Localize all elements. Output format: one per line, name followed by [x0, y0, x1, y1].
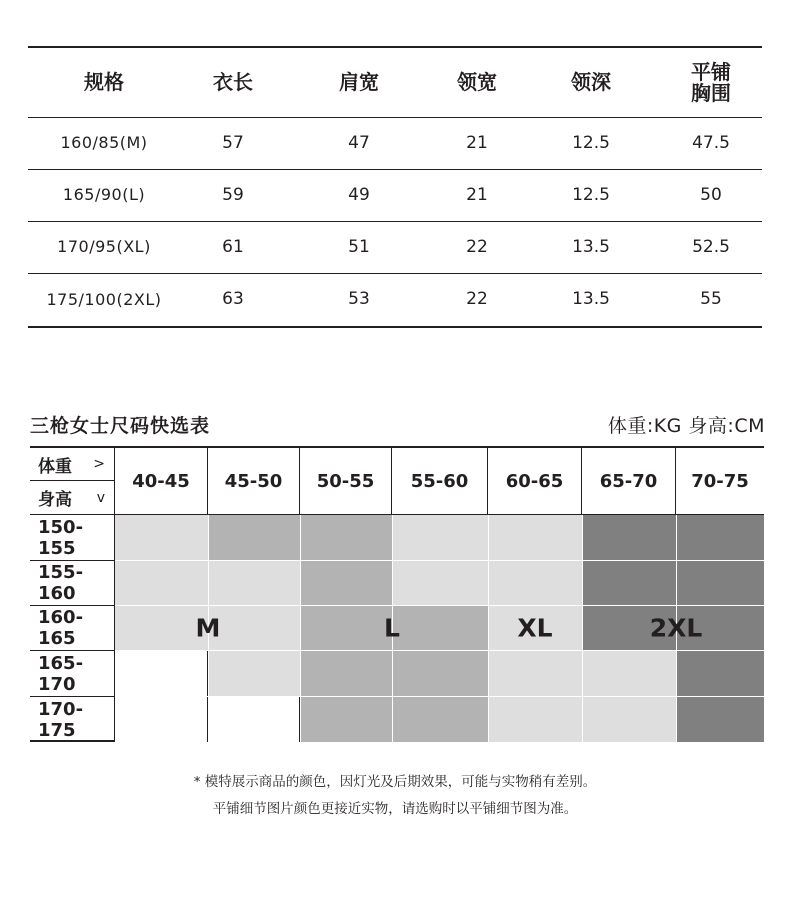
grid-cell [300, 696, 392, 742]
header-chest-line2: 胸围 [691, 80, 731, 105]
grid-cell [582, 514, 676, 560]
header-length: 衣长 [213, 70, 253, 94]
header-collar-depth: 领深 [571, 70, 611, 94]
length-cell: 59 [222, 184, 244, 205]
collar-depth-cell: 13.5 [572, 236, 610, 257]
collar-width-cell: 22 [466, 236, 488, 257]
grid-cell [582, 560, 676, 605]
length-cell: 63 [222, 289, 244, 310]
grid-cell [582, 696, 676, 742]
height-label: 身高 [38, 490, 72, 510]
disclaimer-line-1: * 模特展示商品的颜色，因灯光及后期效果，可能与实物稍有差别。 [193, 774, 597, 790]
grid-cell [115, 605, 208, 650]
shoulder-cell: 47 [348, 132, 370, 153]
table-row [28, 170, 762, 222]
unit-note: 体重:KG 身高:CM [607, 415, 765, 437]
weight-header: 65-70 [582, 448, 676, 514]
height-row-label: 150-155 [30, 514, 115, 560]
grid-separator [582, 514, 583, 742]
shoulder-cell: 53 [348, 289, 370, 310]
length-cell: 57 [222, 132, 244, 153]
arrow-right-icon: > [93, 456, 105, 472]
weight-header: 40-45 [115, 448, 208, 514]
weight-header: 50-55 [300, 448, 392, 514]
shoulder-cell: 49 [348, 184, 370, 205]
collar-depth-cell: 12.5 [572, 132, 610, 153]
grid-cell [488, 696, 582, 742]
table-row [28, 118, 762, 170]
size-table-header [28, 48, 762, 118]
collar-depth-cell: 13.5 [572, 289, 610, 310]
grid-cell [115, 560, 208, 605]
length-cell: 61 [222, 236, 244, 257]
header-divider [115, 514, 764, 515]
grid-cell [488, 560, 582, 605]
chest-cell: 47.5 [692, 132, 730, 153]
disclaimer-line-2: 平铺细节图片颜色更接近实物，请选购时以平铺细节图为准。 [212, 801, 578, 817]
grid-row-line [115, 650, 764, 651]
grid-cell [208, 560, 300, 605]
grid-cell [300, 650, 392, 696]
axis-corner [30, 448, 115, 514]
grid-separator [488, 514, 489, 742]
grid-cell [392, 605, 488, 650]
header-size: 规格 [84, 70, 124, 94]
collar-width-cell: 21 [466, 132, 488, 153]
weight-header: 45-50 [208, 448, 300, 514]
grid-cell [676, 696, 764, 742]
height-axis-label [30, 481, 115, 514]
weight-axis-label [30, 448, 115, 481]
grid-cell [115, 696, 208, 742]
table-row [28, 274, 762, 326]
weight-header: 70-75 [691, 470, 749, 492]
collar-width-cell: 22 [466, 289, 488, 310]
grid-cell [676, 650, 764, 696]
grid-cell [392, 560, 488, 605]
grid-cell [208, 605, 300, 650]
collar-depth-cell: 12.5 [572, 184, 610, 205]
size-zone-label: 2XL [649, 613, 703, 642]
size-cell: 165/90(L) [62, 185, 146, 205]
height-row-label: 160-165 [30, 605, 115, 650]
chest-cell: 55 [700, 289, 722, 310]
grid-cell [300, 560, 392, 605]
size-zone-label: L [384, 613, 400, 642]
grid-cell [392, 514, 488, 560]
weight-header: 55-60 [392, 448, 488, 514]
quick-chart-title: 三枪女士尺码快选表 [30, 415, 211, 437]
grid-cell [488, 514, 582, 560]
grid-cell [582, 650, 676, 696]
weight-header: 60-65 [488, 448, 582, 514]
weight-label: 体重 [38, 456, 72, 477]
size-zone-label: XL [517, 613, 553, 642]
collar-width-cell: 21 [466, 184, 488, 205]
grid-cell [392, 696, 488, 742]
grid-separator [300, 514, 301, 742]
chest-cell: 50 [700, 184, 722, 205]
grid-cell [392, 650, 488, 696]
header-shoulder: 肩宽 [339, 70, 379, 94]
size-zone-label: M [195, 613, 221, 642]
quick-size-chart [30, 446, 764, 742]
height-row-label: 165-170 [30, 650, 115, 696]
grid-cell [676, 514, 764, 560]
header-chest [660, 59, 762, 105]
header-chest-line1: 平铺 [691, 59, 731, 84]
grid-cell [300, 514, 392, 560]
header-collar-width: 领宽 [457, 70, 497, 94]
arrow-down-icon: v [96, 489, 105, 506]
grid-cell [115, 514, 208, 560]
grid-cell [300, 605, 392, 650]
grid-cell [208, 514, 300, 560]
shoulder-cell: 51 [348, 236, 370, 257]
grid-row-line [115, 560, 764, 561]
grid-row-line [115, 696, 764, 697]
grid-cell [115, 650, 208, 696]
size-cell: 175/100(2XL) [46, 289, 162, 309]
size-table [28, 46, 762, 328]
grid-cell [488, 650, 582, 696]
height-row-label: 170-175 [30, 696, 115, 742]
chest-cell: 52.5 [692, 236, 730, 257]
grid-cell [208, 650, 300, 696]
grid-cell [676, 560, 764, 605]
height-row-label: 155-160 [30, 560, 115, 605]
grid-cell [208, 696, 300, 742]
grid-row-line [115, 605, 764, 606]
size-cell: 160/85(M) [60, 133, 148, 153]
table-row [28, 222, 762, 274]
size-cell: 170/95(XL) [57, 237, 151, 257]
